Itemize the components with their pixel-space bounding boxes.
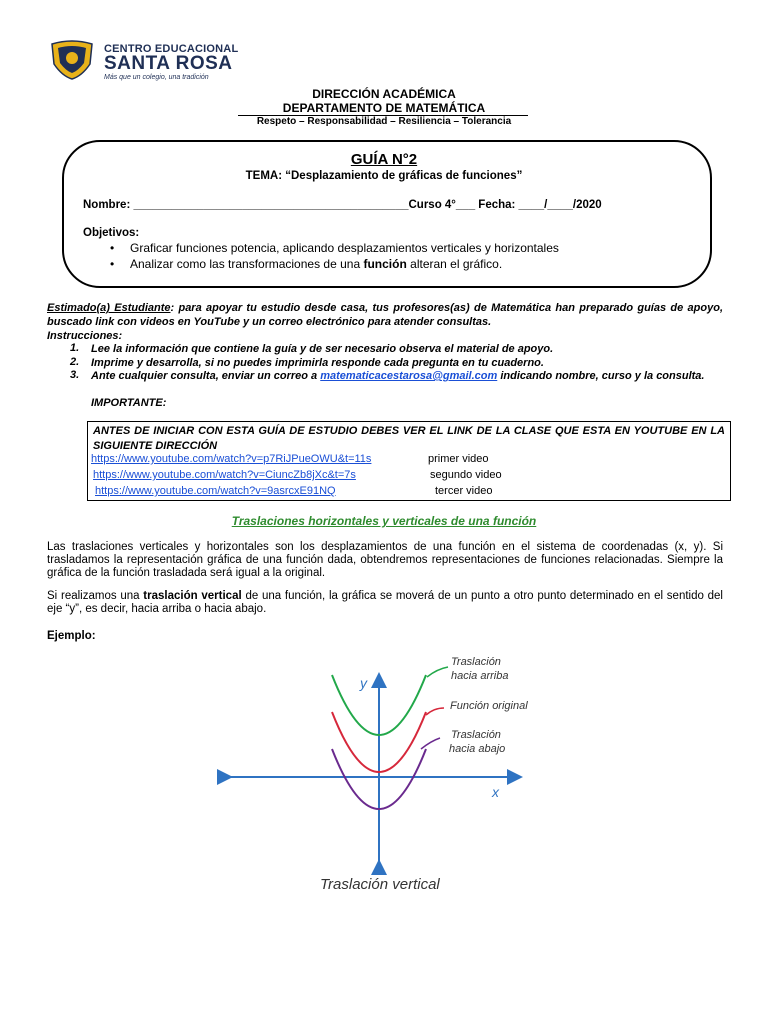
- instruction-number: 3.: [70, 369, 80, 381]
- guide-topic: TEMA: “Desplazamiento de gráficas de funciones”: [245, 170, 523, 182]
- label-original: Función original: [450, 700, 528, 712]
- intro-paragraph: [47, 301, 723, 329]
- x-axis-label: x: [492, 784, 499, 800]
- intro-text: : para apoyar tu estudio desde casa, tus profesores(as) de Matemática han preparado guías de apoyo, buscado link con videos en YouTube y un correo electrónico para atender consultas.: [47, 302, 723, 328]
- y-axis-label: y: [360, 675, 367, 691]
- school-name-line2: SANTA ROSA: [104, 53, 233, 74]
- greeting: Estimado(a) Estudiante: [47, 302, 171, 314]
- student-info-line: Nombre: ___________________________________________Curso 4°___ Fecha: ____/____/2020: [83, 199, 602, 211]
- video-notice: ANTES DE INICIAR CON ESTA GUÍA DE ESTUDIO DEBES VER EL LINK DE LA CLASE QUE ESTA EN YOUTUBE EN LA SIGUIENTE DIRECCIÓN: [93, 425, 725, 452]
- pointer-down: [421, 738, 440, 749]
- paragraph-translations: Las traslaciones verticales y horizontales son los desplazamientos de una función en el sistema de coordenadas (x, y). Si trasladamos la representación gráfica de una función dada, obtendremos representaciones de funciones relacionadas. Siempre la gráfica de la función trasladada será igual a la original.: [47, 541, 723, 579]
- youtube-link-1[interactable]: https://www.youtube.com/watch?v=p7RiJPueOWU&t=11s: [91, 453, 372, 465]
- pointer-original: [426, 708, 444, 715]
- school-motto: Más que un colegio, una tradición: [104, 74, 209, 81]
- bullet-icon: •: [110, 257, 115, 271]
- instruction-text: Imprime y desarrolla, si no puedes imprimirla responde cada pregunta en tu cuaderno.: [91, 357, 544, 369]
- department-heading: DEPARTAMENTO DE MATEMÁTICA: [282, 101, 486, 115]
- youtube-link-3[interactable]: https://www.youtube.com/watch?v=9asrcxE91NQ: [95, 485, 336, 497]
- guide-title-text: GUÍA N°2: [350, 151, 418, 168]
- paragraph-vertical-translation: Si realizamos una traslación vertical de una función, la gráfica se moverá de un punto a otro punto determinado en el sentido del eje “y”, es decir, hacia arriba o hacia abajo.: [47, 590, 723, 615]
- bullet-icon: •: [110, 241, 115, 255]
- guide-title: [0, 151, 768, 168]
- label-down-1: Traslación: [451, 729, 501, 741]
- important-label: IMPORTANTE:: [91, 397, 167, 409]
- direction-heading: DIRECCIÓN ACADÉMICA: [312, 87, 456, 101]
- objective-text: Analizar como las transformaciones de una función alteran el gráfico.: [130, 257, 503, 271]
- pointer-up: [427, 667, 448, 677]
- school-name-line1: CENTRO EDUCACIONAL: [104, 43, 239, 55]
- instructions-label: Instrucciones:: [47, 330, 123, 342]
- instruction-number: 2.: [70, 356, 80, 368]
- youtube-link-2[interactable]: https://www.youtube.com/watch?v=CiuncZb8jXc&t=7s: [93, 469, 356, 481]
- instruction-text: Lee la información que contiene la guía y de ser necesario observa el material de apoyo.: [91, 343, 554, 355]
- objectives-label: Objetivos:: [83, 227, 140, 239]
- section-title: Traslaciones horizontales y verticales de una función: [231, 514, 537, 528]
- figure-caption: Traslación vertical: [320, 876, 440, 893]
- values-line: Respeto – Responsabilidad – Resiliencia – Tolerancia: [256, 116, 512, 127]
- video-label-2: segundo video: [430, 469, 502, 481]
- vertical-translation-graph: [215, 645, 555, 900]
- objective-text: Graficar funciones potencia, aplicando desplazamientos verticales y horizontales: [130, 241, 559, 255]
- instruction-text: Ante cualquier consulta, enviar un correo a matematicacestarosa@gmail.com indicando nombre, curso y la consulta.: [91, 370, 705, 382]
- email-link[interactable]: matematicacestarosa@gmail.com: [320, 370, 498, 382]
- label-down-2: hacia abajo: [449, 743, 506, 755]
- instruction-number: 1.: [70, 342, 80, 354]
- label-up-1: Traslación: [451, 656, 501, 668]
- video-label-3: tercer video: [435, 485, 493, 497]
- label-up-2: hacia arriba: [451, 670, 509, 682]
- video-label-1: primer video: [428, 453, 489, 465]
- example-label: Ejemplo:: [47, 630, 96, 642]
- school-crest-icon: [48, 40, 96, 80]
